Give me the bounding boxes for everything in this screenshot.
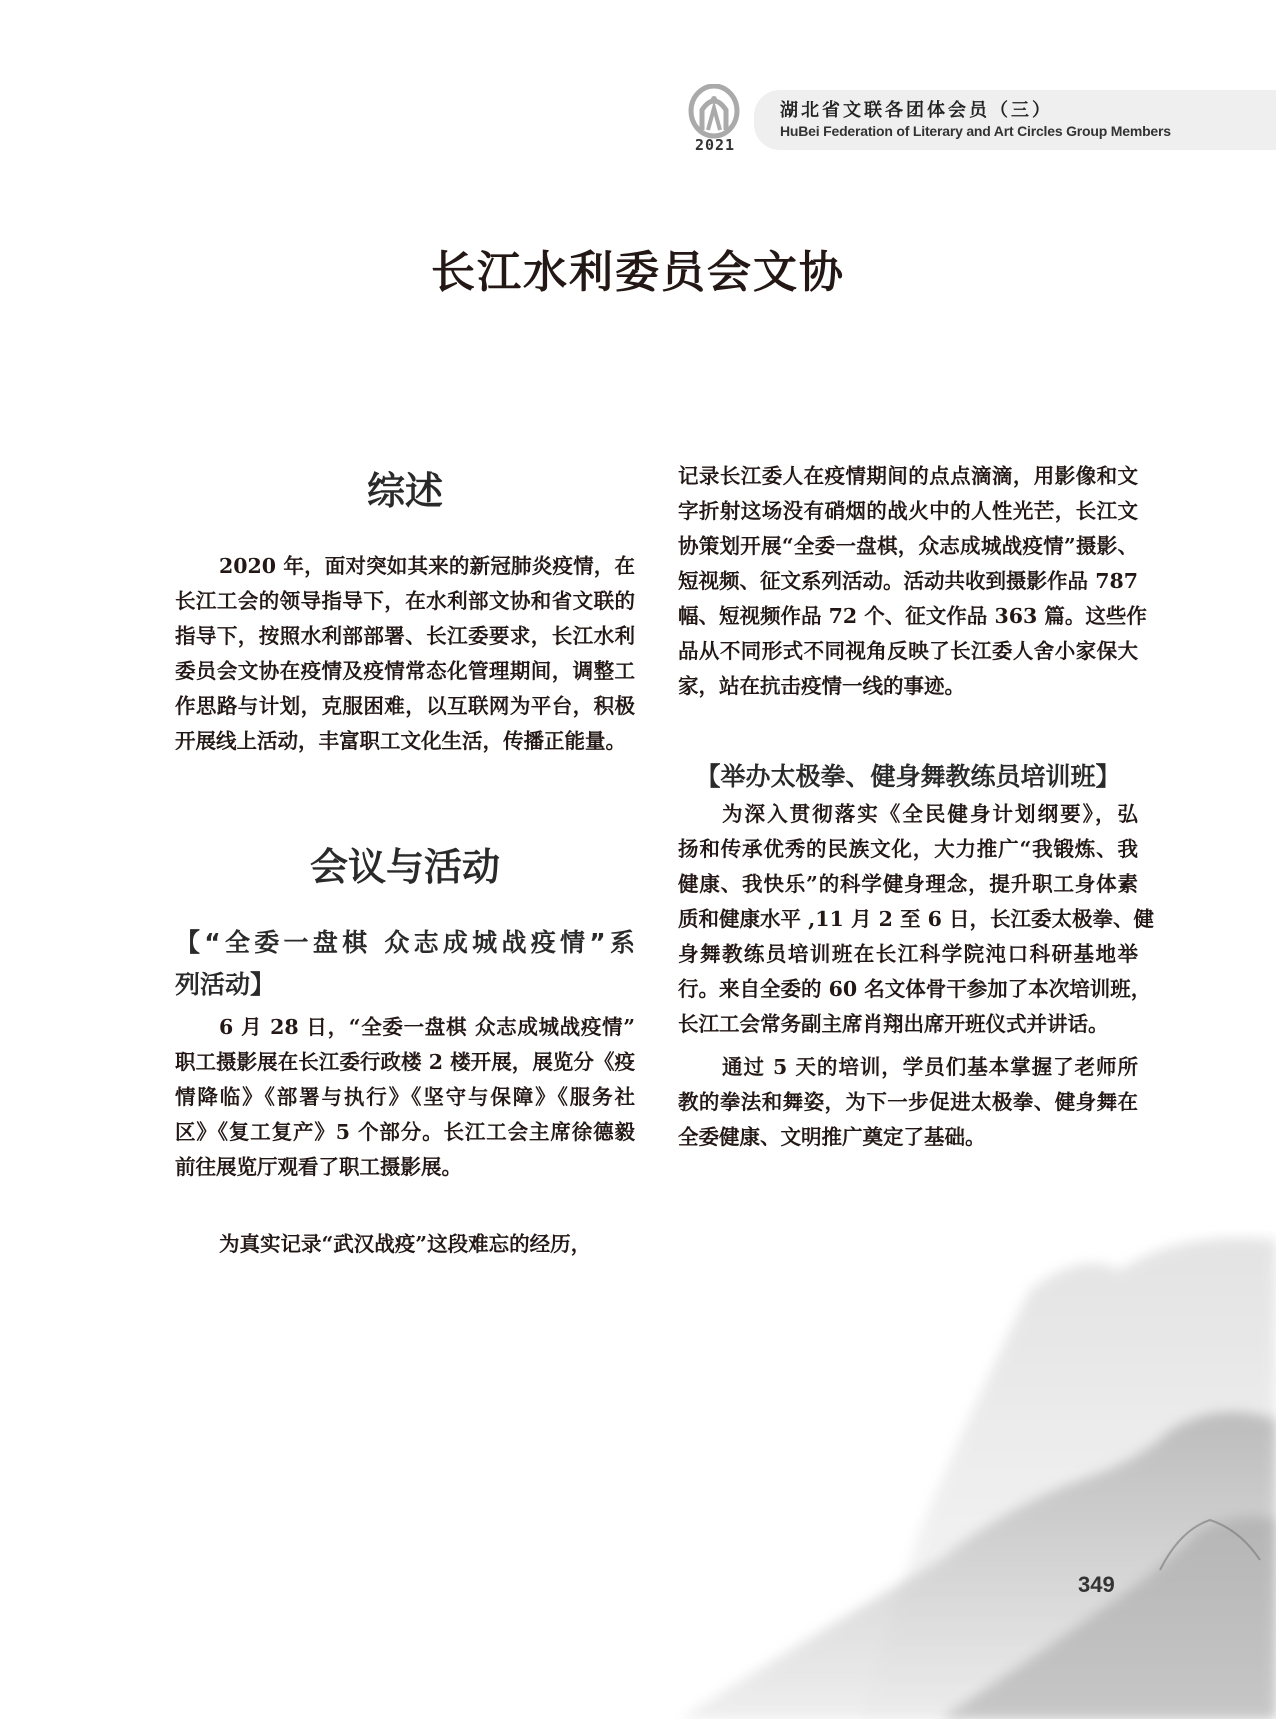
text-line: 家，站在抗击疫情一线的事迹。 <box>678 674 965 698</box>
sub1-paragraph1 <box>175 1010 635 1185</box>
text-line: 委员会文协在疫情及疫情常态化管理期间，调整工 <box>175 659 635 683</box>
page-number: 349 <box>1078 1572 1115 1597</box>
sub2-heading: 【举办太极拳、健身舞教练员培训班】 <box>695 762 1121 791</box>
text-line: 职工摄影展在长江委行政楼 2 楼开展，展览分《疫 <box>175 1050 635 1074</box>
year-label: 2021 <box>694 136 736 154</box>
sub2-paragraph1 <box>678 797 1155 1042</box>
text-line: 短视频、征文系列活动。活动共收到摄影作品 787 <box>678 569 1138 593</box>
text-line: 记录长江委人在疫情期间的点点滴滴，用影像和文 <box>678 464 1138 488</box>
text-line: 健康、我快乐”的科学健身理念，提升职工身体素 <box>678 872 1138 896</box>
sub1-paragraph2-cont <box>678 459 1147 704</box>
text-line: 品从不同形式不同视角反映了长江委人舍小家保大 <box>678 639 1138 663</box>
text-line: 教的拳法和舞姿，为下一步促进太极拳、健身舞在 <box>678 1090 1138 1114</box>
sub1-heading-line: 列活动】 <box>175 970 276 999</box>
overview-heading: 综述 <box>366 469 443 513</box>
ink-mountain-illustration <box>560 1230 1276 1719</box>
text-line: 幅、短视频作品 72 个、征文作品 363 篇。这些作 <box>678 604 1147 628</box>
text-line: 为深入贯彻落实《全民健身计划纲要》，弘 <box>722 802 1138 826</box>
text-line: 区》《复工复产》5 个部分。长江工会主席徐德毅 <box>175 1120 635 1144</box>
text-line: 扬和传承优秀的民族文化，大力推广“我锻炼、我 <box>678 837 1138 861</box>
meetings-heading: 会议与活动 <box>309 845 500 889</box>
sub1-heading-line: 【“全委一盘棋 众志成城战疫情”系 <box>175 928 635 957</box>
text-line: 协策划开展“全委一盘棋，众志成城战疫情”摄影、 <box>678 534 1138 558</box>
text-line: 开展线上活动，丰富职工文化生活，传播正能量。 <box>175 729 626 753</box>
federation-logo-icon <box>688 84 740 142</box>
text-line: 通过 5 天的培训，学员们基本掌握了老师所 <box>722 1055 1138 1079</box>
text-line: 作思路与计划，克服困难，以互联网为平台，积极 <box>175 694 635 718</box>
text-line: 字折射这场没有硝烟的战火中的人性光芒，长江文 <box>678 499 1138 523</box>
text-line: 长江工会常务副主席肖翔出席开班仪式并讲话。 <box>678 1012 1109 1036</box>
text-line: 长江工会的领导指导下，在水利部文协和省文联的 <box>175 589 635 613</box>
text-line: 为真实记录“武汉战疫”这段难忘的经历， <box>219 1232 592 1256</box>
text-line: 情降临》《部署与执行》《坚守与保障》《服务社 <box>175 1085 635 1109</box>
section-title-en: HuBei Federation of Literary and Art Circles Group Members <box>780 123 1171 139</box>
overview-paragraph <box>175 549 635 759</box>
page-title: 长江水利委员会文协 <box>431 247 845 298</box>
section-title-cn: 湖北省文联各团体会员（三） <box>780 100 1053 121</box>
text-line: 全委健康、文明推广奠定了基础。 <box>678 1125 986 1149</box>
text-line: 指导下，按照水利部部署、长江委要求，长江水利 <box>175 624 635 648</box>
sub2-paragraph2 <box>678 1050 1138 1155</box>
text-line: 前往展览厅观看了职工摄影展。 <box>175 1155 462 1179</box>
text-line: 2020 年，面对突如其来的新冠肺炎疫情，在 <box>219 554 635 578</box>
text-line: 行。来自全委的 60 名文体骨干参加了本次培训班， <box>678 977 1152 1001</box>
text-line: 质和健康水平 ,11 月 2 至 6 日，长江委太极拳、健 <box>678 907 1155 931</box>
text-line: 身舞教练员培训班在长江科学院沌口科研基地举 <box>678 942 1138 966</box>
sub1-heading <box>175 922 635 1006</box>
text-line: 6 月 28 日，“全委一盘棋 众志成城战疫情” <box>219 1015 635 1039</box>
